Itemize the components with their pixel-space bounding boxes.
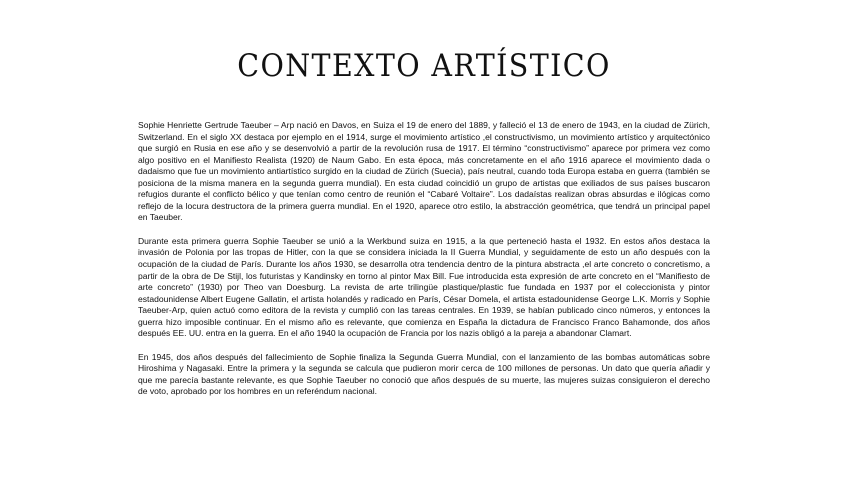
paragraph-war-and-concrete-art: Durante esta primera guerra Sophie Taeuber se unió a la Werkbund suiza en 1915, a la que perteneció hasta el 1932. En estos años destaca la invasión de Polonia por las tropas de Hitler, con la que se considera iniciada la II Guerra Mundial, y seguidamente de esto un año después con la ocupación de la ciudad de París. Durante los años 1930, se desarrolla otra tendencia dentro de la pintura abstracta ,el arte concreto o concretismo, a partir de la obra de De Stijl, los futuristas y Kandinsky en torno al pintor Max Bill. Fue introducida esta expresión de arte concreto en el “Manifiesto de arte concreto” (1930) por Theo van Doesburg. La revista de arte trilingüe plastique/plastic fue fundada en 1937 por el coleccionista y pintor estadounidense Albert Eugene Gallatin, el artista holandés y radicado en París, César Domela, el artista estadounidense George L.K. Morris y Sophie Taeuber-Arp, quien actuó como editora de la revista y cumplió con las tareas centrales. En 1939, se habían publicado cinco números, y entonces la guerra hizo imposible continuar. En el mismo año es relevante, que comienza en España la dictadura de Francisco Franco Bahamonde, dos años después EE. UU. entra en la guerra. En el año 1940 la ocupación de Francia por los nazis obligó a la pareja a abandonar Clamart. (138, 235, 710, 339)
paragraph-biography-context: Sophie Henriette Gertrude Taeuber – Arp nació en Davos, en Suiza el 19 de enero del 1889, y falleció el 13 de enero de 1943, en la ciudad de Zürich, Switzerland. En el siglo XX destaca por ejemplo en el 1914, surge el movimiento artístico ,el constructivismo, un movimiento artístico y arquitectónico que surgió en Rusia en ese año y se desenvolvió a partir de la revolución rusa de 1917. El término “constructivismo” aparece por primera vez como algo positivo en el Manifiesto Realista (1920) de Naum Gabo. En esta época, más concretamente en el año 1916 aparece el movimiento dada o dadaismo que fue un movimiento antiartístico surgido en la ciudad de Zürich (Suecia), país neutral, cuando toda Europa estaba en guerra (también se posiciona de la misma manera en la segunda guerra mundial). En esta ciudad coincidió un grupo de artistas que exiliados de sus países buscaron refugios durante el conflicto bélico y que tenían como centro de reunión el “Cabaré Voltaire”. Los dadaístas realizan obras absurdas e ilógicas como reflejo de la locura destructora de la primera guerra mundial. En el 1920, aparece otro estilo, la abstracción geométrica, que tendrá un principal papel en Taeuber. (138, 120, 710, 223)
slide-title: CONTEXTO ARTÍSTICO (237, 48, 611, 84)
slide-body (138, 120, 710, 398)
paragraph-post-war: En 1945, dos años después del fallecimiento de Sophie finaliza la Segunda Guerra Mundial, con el lanzamiento de las bombas automáticas sobre Hiroshima y Nagasaki. Entre la primera y la segunda se calcula que pudieron morir cerca de 100 millones de personas. Un dato que quería añadir y que me parecía bastante relevante, es que Sophie Taeuber no conoció que años después de su muerte, las mujeres suizas consiguieron el derecho de voto, aprobado por los hombres en un referéndum nacional. (138, 351, 710, 397)
